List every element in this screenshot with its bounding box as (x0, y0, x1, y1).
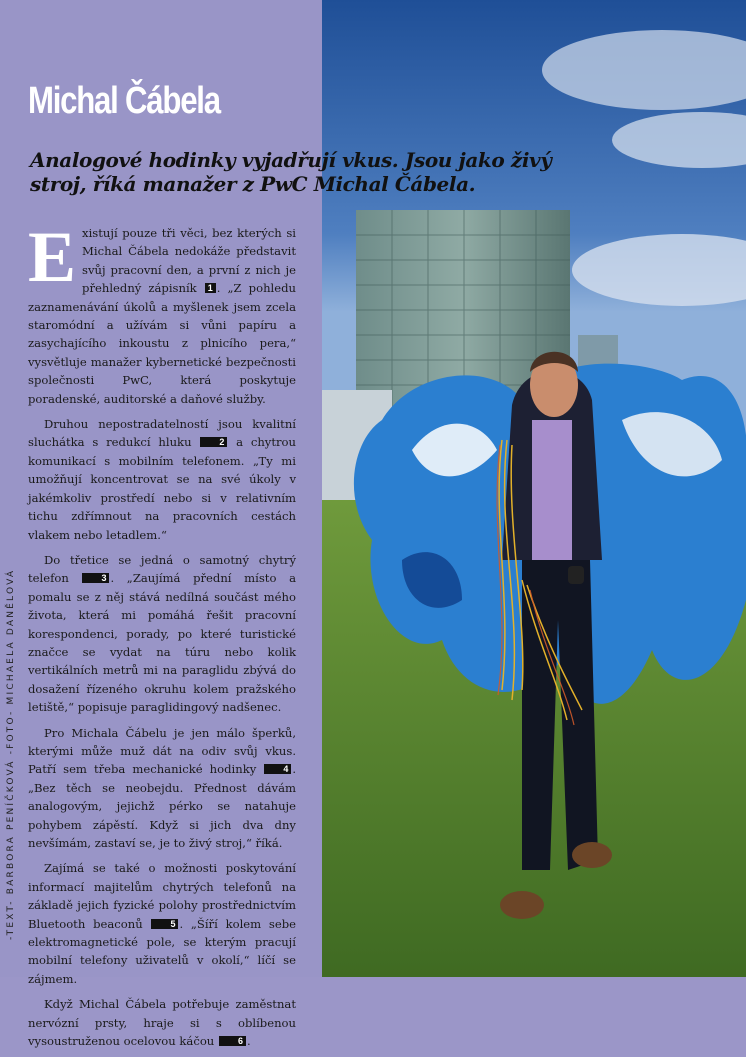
paragraph-text: . „Šíří kolem sebe elektromagnetické pole, se kterým pracují mobilní telefony uživatelů v okolí,“ líčí se zájmem. (28, 916, 296, 986)
item-number-badge: 5 (151, 919, 178, 929)
paragraph-text: xistují pouze tři věci, bez kterých si Michal Čábela nedokáže představit svůj pracovní den, a první z nich je přehledný zápisník (82, 226, 296, 296)
paragraph-text: . „Z pohledu zaznamenávání úkolů a myšlenek jsem zcela staromódní a užívám si vůni papíru a zasychajícího inkoustu z plnicího pera,“ vysvětluje manažer kybernetické bezpečnosti společnosti PwC, která poskytuje poradenské, auditorské a daňové služby. (28, 281, 296, 406)
photo-illustration (322, 0, 746, 977)
right-shoe (572, 842, 612, 868)
wristwatch (568, 566, 584, 584)
paragraph-1 (28, 217, 296, 408)
page-title: Michal Čábela (28, 80, 220, 122)
paragraph-text: . „Bez těch se neobejdu. Přednost dávám analogovým, jejichž pérko se natahuje pohybem zápěstí. Když si jich dva dny nevšímám, zastaví se, je to živý stroj,“ říká. (28, 762, 297, 850)
paragraph-text: a chytrou komunikací s mobilním telefonem. „Ty mi umožňují koncentrovat se na své úkoly v jakémkoliv prostředí nebo si v relativním tichu zdřímnout na pracovních cestách vlakem nebo letadlem.“ (28, 435, 297, 542)
paragraph-text: . „Zaujímá přední místo a pomalu se z něj stává nedílná součást mého života, která mi pomáhá řešit pracovní korespondenci, porady, po které turistické značce se vydat na túru nebo kolik vertikálních metrů mi na paraglidu zbývá do dosažení řízeného okruhu kolem pražského letiště,“ popisuje paraglidingový nadšenec. (28, 571, 296, 715)
paragraph-text: Do třetice se jedná o samotný chytrý telefon (28, 552, 296, 586)
item-number-badge: 3 (82, 573, 109, 583)
item-number-badge: 4 (264, 764, 291, 774)
article-body (28, 217, 297, 1057)
paragraph-text: Druhou nepostradatelností jsou kvalitní sluchátka s redukcí hluku (28, 417, 296, 450)
subheadline: Analogové hodinky vyjadřují vkus. Jsou jako živý stroj, říká manažer z PwC Michal Čábela. (30, 148, 552, 196)
item-number-badge: 6 (219, 1036, 246, 1046)
photo-credit: -TEXT- BARBORA PENÍČKOVÁ -FOTO- MICHAELA DANĚLOVÁ (6, 568, 16, 940)
paragraph-5 (28, 859, 296, 988)
shirt (532, 420, 572, 570)
paragraph-6 (28, 995, 296, 1050)
paragraph-text: Zajímá se také o možnosti poskytování informací majitelům chytrých telefonů na základě jejich fyzické polohy prostřednictvím Bluetooth beaconů (28, 861, 296, 931)
drop-cap: E (28, 217, 77, 297)
portrait-photo (322, 0, 746, 977)
paragraph-text: Pro Michala Čábelu je jen málo šperků, kterými může muž dát na odiv svůj vkus. Patří sem třeba mechanické hodinky (28, 725, 296, 777)
paragraph-text: Když Michal Čábela potřebuje zaměstnat nervózní prsty, hraje si s oblíbenou vysoustruženou ocelovou káčou (28, 997, 296, 1049)
paragraph-4 (28, 724, 296, 853)
item-number-badge: 1 (205, 283, 216, 293)
paragraph-3 (28, 551, 296, 717)
paragraph-2 (28, 415, 296, 544)
paragraph-text: . (246, 1034, 251, 1049)
item-number-badge: 2 (200, 437, 227, 447)
left-shoe (500, 891, 544, 919)
